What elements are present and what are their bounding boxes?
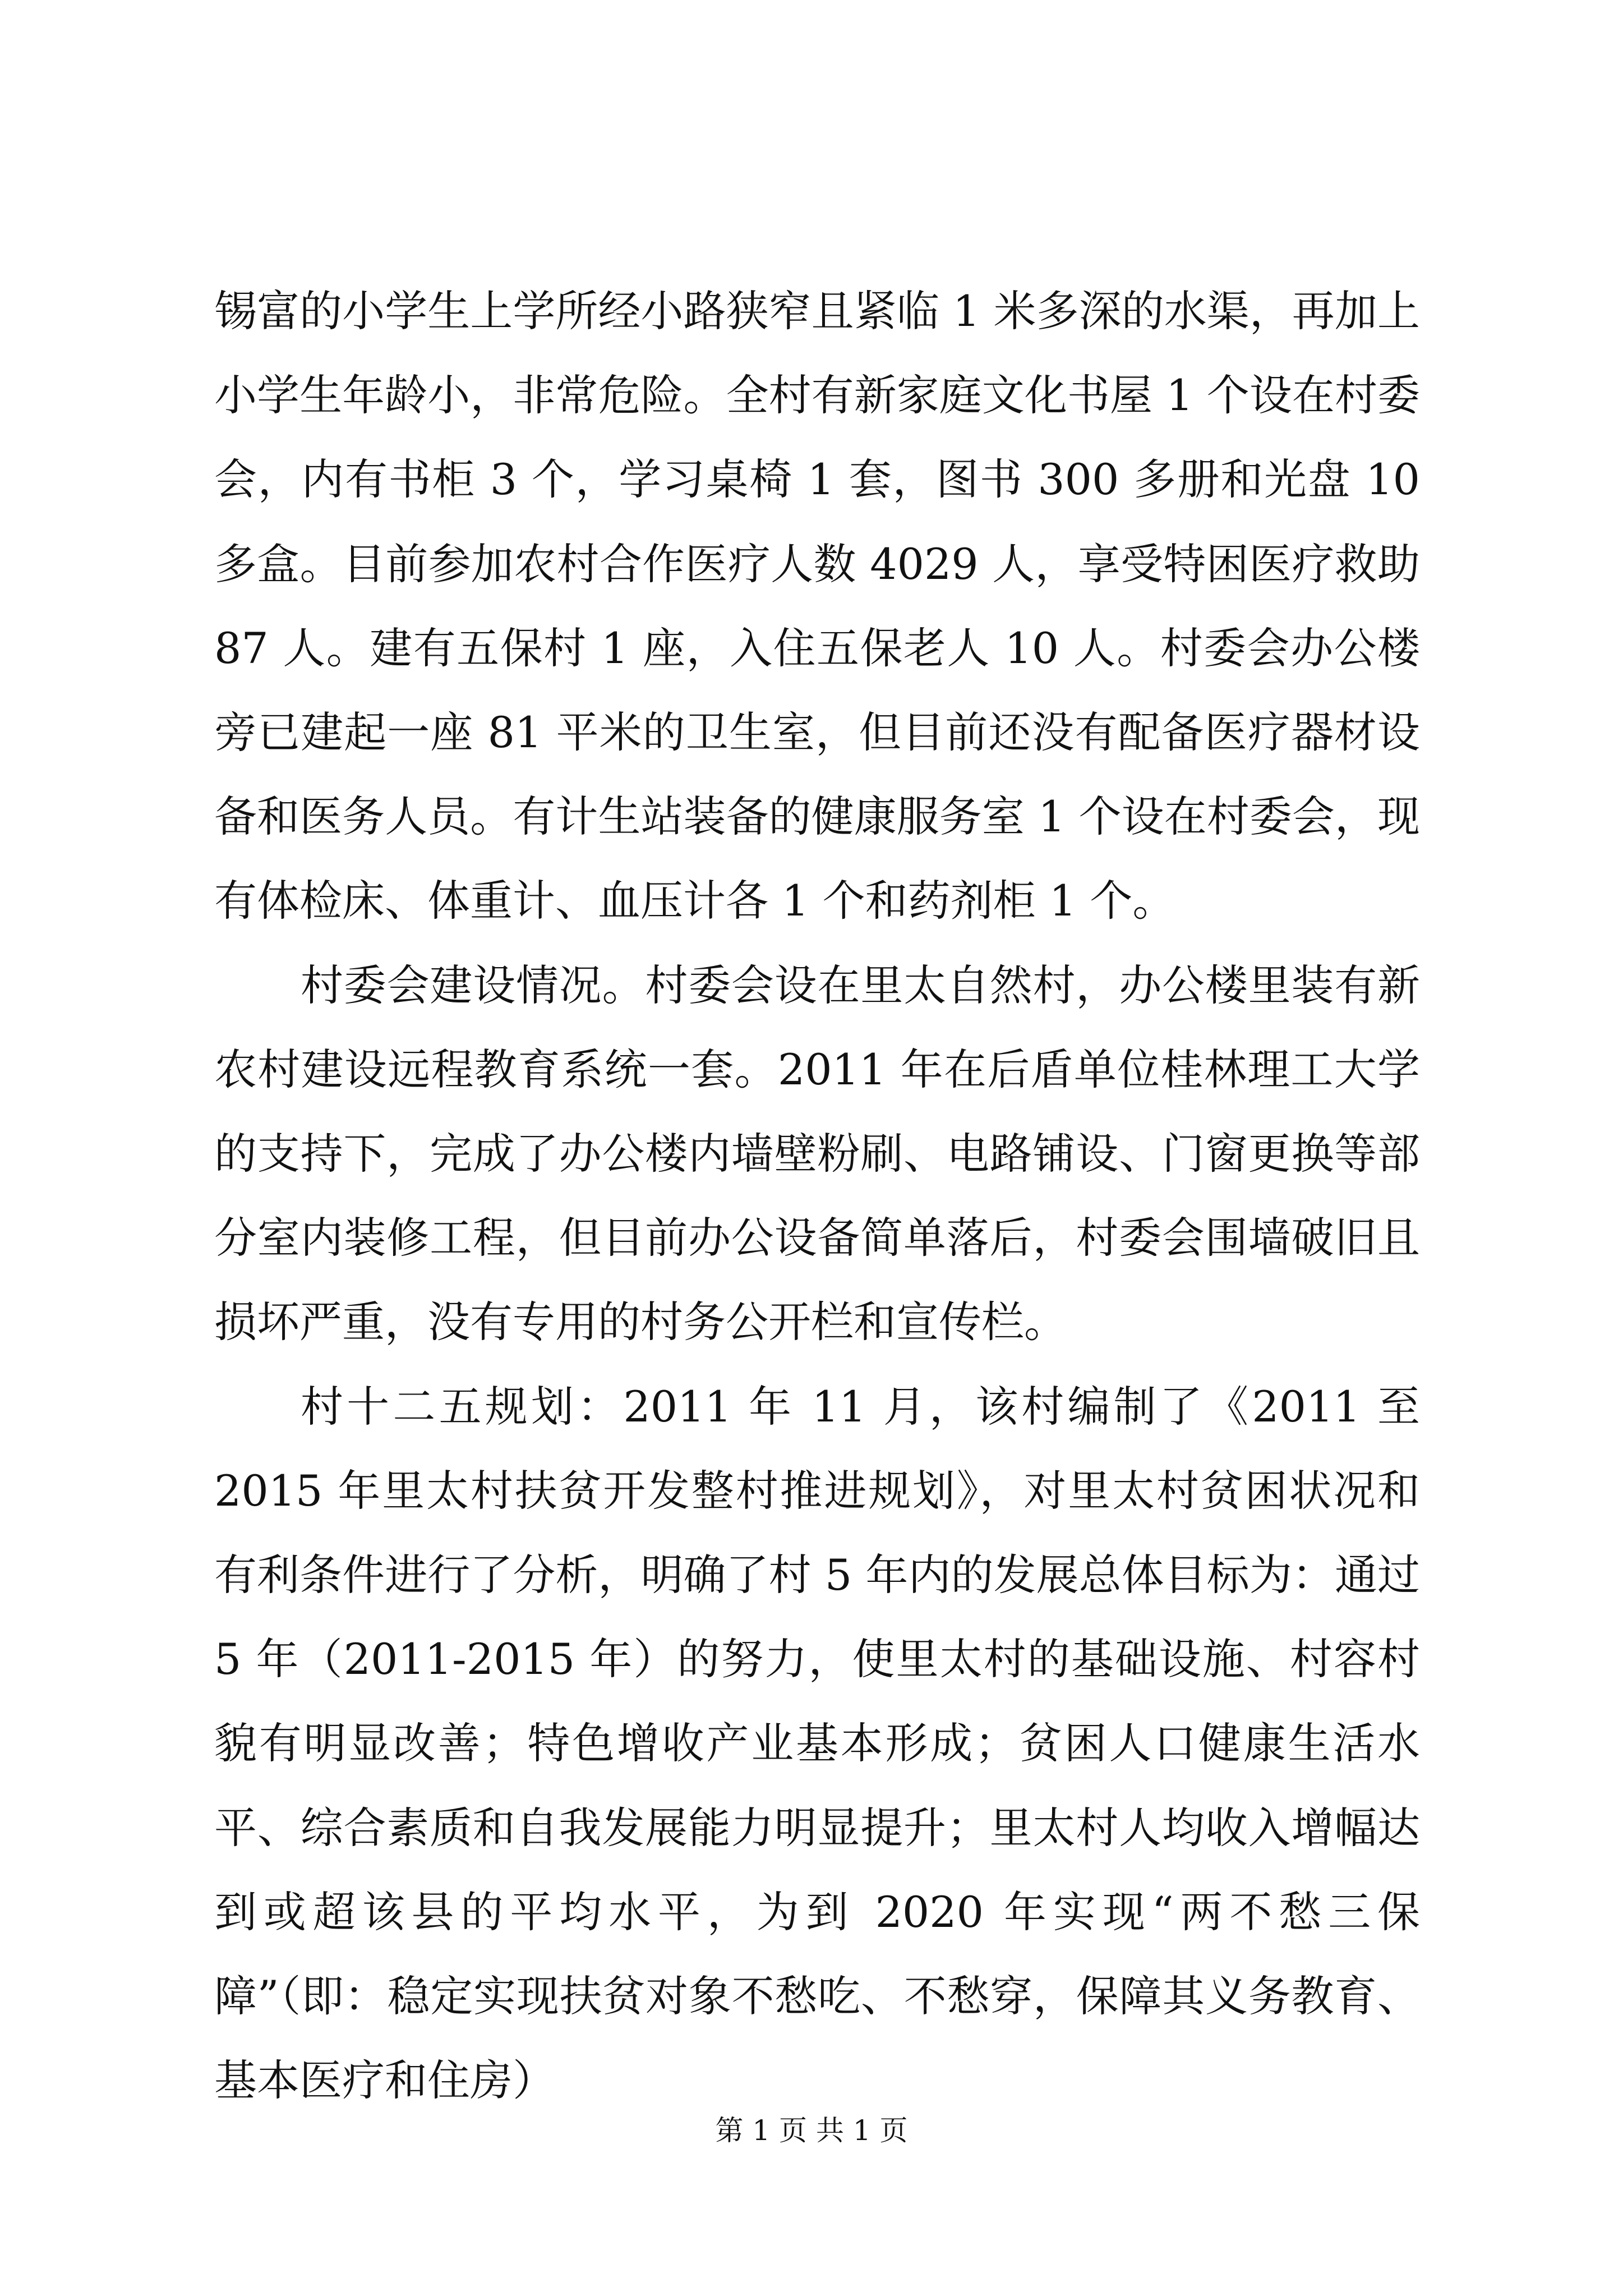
paragraph-2: 村委会建设情况。村委会设在里太自然村，办公楼里装有新农村建设远程教育系统一套。2011 年在后盾单位桂林理工大学的支持下，完成了办公楼内墙壁粉刷、电路铺设、门窗更换等部分室内装修工程，但目前办公设备简单落后，村委会围墙破旧且损坏严重，没有专用的村务公开栏和宣传栏。 — [214, 960, 1420, 1347]
page-footer: 第 1 页 共 1 页 — [715, 2114, 908, 2147]
document-body — [214, 269, 1420, 2123]
paragraph-1: 锡富的小学生上学所经小路狭窄且紧临 1 米多深的水渠，再加上小学生年龄小，非常危险。全村有新家庭文化书屋 1 个设在村委会，内有书柜 3 个，学习桌椅 1 套，图书 300 多册和光盘 10 多盒。目前参加农村合作医疗人数 4029 人，享受特困医疗救助 87 人。建有五保村 1 座，入住五保老人 10 人。村委会办公楼旁已建起一座 81 平米的卫生室，但目前还没有配备医疗器材设备和医务人员。有计生站装备的健康服务室 1 个设在村委会，现有体检床、体重计、血压计各 1 个和药剂柜 1 个。 — [214, 286, 1420, 926]
paragraph-3: 村十二五规划：2011 年 11 月，该村编制了《2011 至 2015 年里太村扶贫开发整村推进规划》，对里太村贫困状况和有利条件进行了分析，明确了村 5 年内的发展总体目标为：通过 5 年（2011-2015 年）的努力，使里太村的基础设施、村容村貌有明显改善；特色增收产业基本形成；贫困人口健康生活水平、综合素质和自我发展能力明显提升；里太村人均收入增幅达到或超该县的平均水平，为到 2020 年实现“两不愁三保障”（即：稳定实现扶贫对象不愁吃、不愁穿，保障其义务教育、基本医疗和住房） — [214, 1381, 1420, 2106]
